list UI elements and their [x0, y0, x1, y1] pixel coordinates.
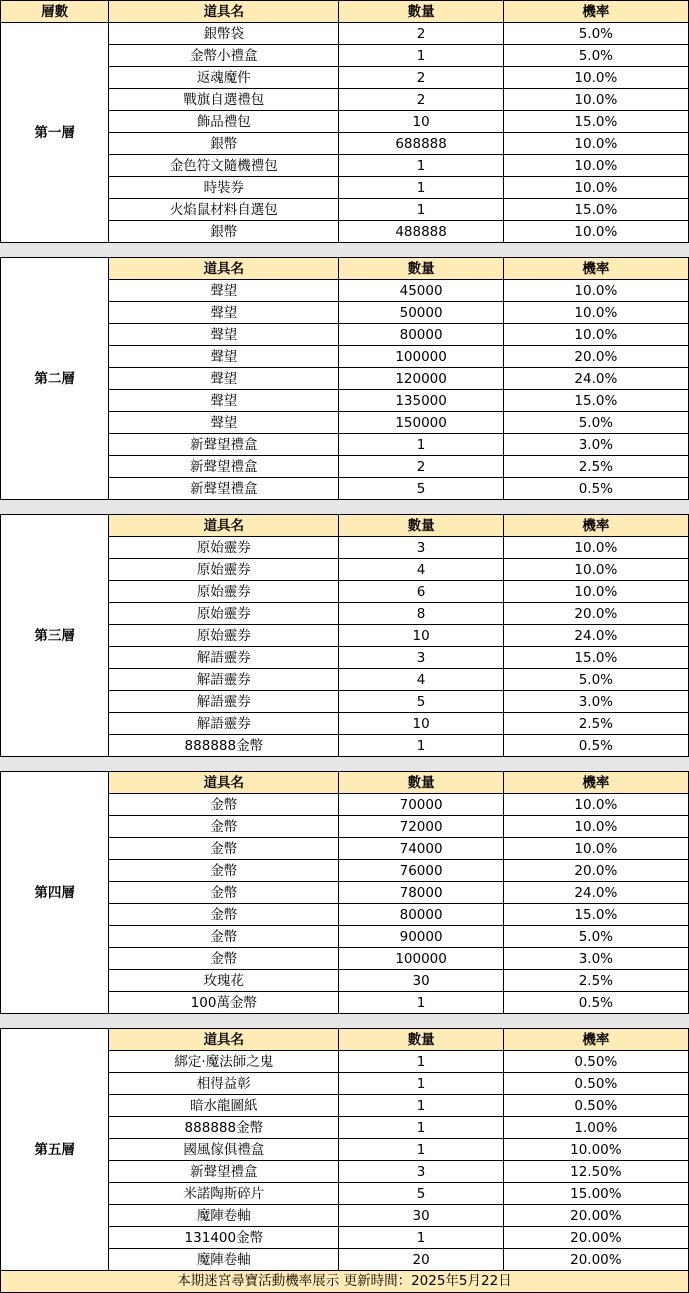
header-item: 道具名	[109, 515, 339, 537]
item-name: 銀幣	[109, 133, 339, 155]
item-qty: 150000	[339, 412, 503, 434]
item-rate: 10.0%	[503, 559, 688, 581]
item-qty: 1	[339, 735, 503, 757]
item-qty: 1	[339, 1095, 503, 1117]
item-name: 解語靈券	[109, 647, 339, 669]
item-name: 綁定·魔法師之鬼	[109, 1051, 339, 1073]
item-name: 聲望	[109, 412, 339, 434]
header-item: 道具名	[109, 1, 339, 23]
item-name: 金幣	[109, 838, 339, 860]
item-name: 原始靈券	[109, 581, 339, 603]
item-qty: 76000	[339, 860, 503, 882]
item-name: 飾品禮包	[109, 111, 339, 133]
item-rate: 0.50%	[503, 1051, 688, 1073]
section-table-5	[0, 1028, 689, 1271]
item-qty: 3	[339, 647, 503, 669]
header-qty: 數量	[339, 772, 503, 794]
header-rate: 機率	[503, 772, 688, 794]
item-name: 時裝券	[109, 177, 339, 199]
item-qty: 4	[339, 669, 503, 691]
section-table-1	[0, 0, 689, 243]
item-name: 解語靈券	[109, 669, 339, 691]
item-qty: 30	[339, 1205, 503, 1227]
item-qty: 5	[339, 691, 503, 713]
header-row	[1, 515, 689, 537]
item-name: 聲望	[109, 368, 339, 390]
item-rate: 15.0%	[503, 390, 688, 412]
item-qty: 1	[339, 1139, 503, 1161]
item-qty: 80000	[339, 324, 503, 346]
item-qty: 135000	[339, 390, 503, 412]
item-rate: 15.0%	[503, 111, 688, 133]
item-name: 相得益彰	[109, 1073, 339, 1095]
item-rate: 10.0%	[503, 155, 688, 177]
item-name: 金幣	[109, 926, 339, 948]
item-name: 原始靈券	[109, 625, 339, 647]
item-name: 888888金幣	[109, 735, 339, 757]
item-name: 原始靈券	[109, 559, 339, 581]
item-rate: 10.0%	[503, 838, 688, 860]
item-rate: 20.0%	[503, 603, 688, 625]
header-qty: 數量	[339, 1, 503, 23]
item-qty: 1	[339, 1073, 503, 1095]
layer-label: 第二層	[1, 258, 109, 500]
table-row	[1, 23, 689, 45]
header-row	[1, 258, 689, 280]
layer-label: 第三層	[1, 515, 109, 757]
item-rate: 24.0%	[503, 625, 688, 647]
item-qty: 10	[339, 713, 503, 735]
item-rate: 12.50%	[503, 1161, 688, 1183]
item-rate: 15.0%	[503, 904, 688, 926]
item-rate: 15.0%	[503, 199, 688, 221]
item-rate: 2.5%	[503, 970, 688, 992]
item-rate: 5.0%	[503, 45, 688, 67]
item-rate: 0.5%	[503, 992, 688, 1014]
item-name: 金幣	[109, 816, 339, 838]
item-qty: 78000	[339, 882, 503, 904]
item-qty: 80000	[339, 904, 503, 926]
layer-label: 第四層	[1, 772, 109, 1014]
item-rate: 20.0%	[503, 346, 688, 368]
layer-label: 第一層	[1, 23, 109, 243]
item-name: 暗水龍圖紙	[109, 1095, 339, 1117]
item-rate: 0.50%	[503, 1095, 688, 1117]
item-name: 金幣	[109, 948, 339, 970]
item-rate: 24.0%	[503, 368, 688, 390]
item-name: 新聲望禮盒	[109, 434, 339, 456]
item-name: 銀幣	[109, 221, 339, 243]
section-divider	[0, 243, 689, 257]
item-qty: 50000	[339, 302, 503, 324]
section-divider	[0, 1014, 689, 1028]
item-name: 金色符文隨機禮包	[109, 155, 339, 177]
item-rate: 10.0%	[503, 177, 688, 199]
item-qty: 3	[339, 537, 503, 559]
header-qty: 數量	[339, 258, 503, 280]
header-layer: 層數	[1, 1, 109, 23]
item-qty: 100000	[339, 346, 503, 368]
item-rate: 3.0%	[503, 691, 688, 713]
section-divider	[0, 757, 689, 771]
item-rate: 2.5%	[503, 456, 688, 478]
header-rate: 機率	[503, 515, 688, 537]
item-qty: 1	[339, 177, 503, 199]
item-name: 返魂魔件	[109, 67, 339, 89]
item-rate: 20.00%	[503, 1227, 688, 1249]
layer-label: 第五層	[1, 1029, 109, 1271]
item-rate: 10.0%	[503, 816, 688, 838]
item-rate: 3.0%	[503, 948, 688, 970]
item-qty: 20	[339, 1249, 503, 1271]
item-rate: 15.0%	[503, 647, 688, 669]
item-name: 銀幣袋	[109, 23, 339, 45]
item-rate: 20.0%	[503, 860, 688, 882]
item-name: 火焰鼠材料自選包	[109, 199, 339, 221]
header-item: 道具名	[109, 772, 339, 794]
item-rate: 5.0%	[503, 669, 688, 691]
item-name: 888888金幣	[109, 1117, 339, 1139]
item-rate: 10.0%	[503, 280, 688, 302]
item-qty: 488888	[339, 221, 503, 243]
item-name: 解語靈券	[109, 713, 339, 735]
item-qty: 1	[339, 992, 503, 1014]
item-name: 聲望	[109, 280, 339, 302]
item-qty: 5	[339, 478, 503, 500]
item-name: 原始靈券	[109, 603, 339, 625]
header-item: 道具名	[109, 258, 339, 280]
item-qty: 70000	[339, 794, 503, 816]
item-name: 新聲望禮盒	[109, 478, 339, 500]
item-qty: 2	[339, 23, 503, 45]
header-row	[1, 772, 689, 794]
item-rate: 10.0%	[503, 302, 688, 324]
item-rate: 10.0%	[503, 133, 688, 155]
item-qty: 1	[339, 434, 503, 456]
item-qty: 6	[339, 581, 503, 603]
item-rate: 10.0%	[503, 221, 688, 243]
header-row	[1, 1, 689, 23]
item-rate: 2.5%	[503, 713, 688, 735]
item-name: 聲望	[109, 324, 339, 346]
item-rate: 10.0%	[503, 581, 688, 603]
item-qty: 2	[339, 67, 503, 89]
item-qty: 10	[339, 111, 503, 133]
item-qty: 3	[339, 1161, 503, 1183]
item-qty: 5	[339, 1183, 503, 1205]
item-rate: 10.0%	[503, 324, 688, 346]
item-qty: 90000	[339, 926, 503, 948]
item-name: 玫瑰花	[109, 970, 339, 992]
item-qty: 1	[339, 1117, 503, 1139]
item-qty: 1	[339, 45, 503, 67]
item-qty: 120000	[339, 368, 503, 390]
item-qty: 72000	[339, 816, 503, 838]
item-rate: 10.0%	[503, 89, 688, 111]
header-qty: 數量	[339, 1029, 503, 1051]
item-rate: 20.00%	[503, 1205, 688, 1227]
section-divider	[0, 500, 689, 514]
item-name: 國風傢俱禮盒	[109, 1139, 339, 1161]
header-row	[1, 1029, 689, 1051]
item-rate: 5.0%	[503, 412, 688, 434]
item-name: 100萬金幣	[109, 992, 339, 1014]
item-name: 金幣	[109, 904, 339, 926]
item-qty: 1	[339, 155, 503, 177]
item-qty: 1	[339, 1227, 503, 1249]
item-qty: 45000	[339, 280, 503, 302]
header-rate: 機率	[503, 258, 688, 280]
item-name: 聲望	[109, 302, 339, 324]
item-rate: 1.00%	[503, 1117, 688, 1139]
item-rate: 0.5%	[503, 478, 688, 500]
item-qty: 30	[339, 970, 503, 992]
item-name: 金幣	[109, 882, 339, 904]
item-rate: 10.0%	[503, 537, 688, 559]
item-qty: 74000	[339, 838, 503, 860]
header-rate: 機率	[503, 1, 688, 23]
item-rate: 0.5%	[503, 735, 688, 757]
item-name: 魔陣卷軸	[109, 1205, 339, 1227]
item-qty: 10	[339, 625, 503, 647]
item-name: 解語靈券	[109, 691, 339, 713]
item-rate: 10.00%	[503, 1139, 688, 1161]
header-item: 道具名	[109, 1029, 339, 1051]
item-qty: 4	[339, 559, 503, 581]
item-qty: 688888	[339, 133, 503, 155]
item-qty: 100000	[339, 948, 503, 970]
item-rate: 10.0%	[503, 67, 688, 89]
item-rate: 15.00%	[503, 1183, 688, 1205]
item-name: 新聲望禮盒	[109, 456, 339, 478]
item-qty: 2	[339, 89, 503, 111]
item-name: 聲望	[109, 390, 339, 412]
item-rate: 5.0%	[503, 926, 688, 948]
item-name: 聲望	[109, 346, 339, 368]
item-name: 魔陣卷軸	[109, 1249, 339, 1271]
item-name: 原始靈券	[109, 537, 339, 559]
item-qty: 1	[339, 1051, 503, 1073]
item-rate: 20.00%	[503, 1249, 688, 1271]
item-rate: 24.0%	[503, 882, 688, 904]
item-name: 金幣	[109, 860, 339, 882]
item-rate: 0.50%	[503, 1073, 688, 1095]
section-table-4	[0, 771, 689, 1014]
item-name: 131400金幣	[109, 1227, 339, 1249]
item-name: 金幣小禮盒	[109, 45, 339, 67]
header-qty: 數量	[339, 515, 503, 537]
footer-note: 本期迷宮尋寶活動機率展示 更新時間：2025年5月22日	[0, 1270, 689, 1293]
item-name: 米諾陶斯碎片	[109, 1183, 339, 1205]
item-name: 戰旗自選禮包	[109, 89, 339, 111]
item-qty: 1	[339, 199, 503, 221]
section-table-2	[0, 257, 689, 500]
item-qty: 2	[339, 456, 503, 478]
item-rate: 5.0%	[503, 23, 688, 45]
section-table-3	[0, 514, 689, 757]
item-name: 新聲望禮盒	[109, 1161, 339, 1183]
item-rate: 10.0%	[503, 794, 688, 816]
item-qty: 8	[339, 603, 503, 625]
header-rate: 機率	[503, 1029, 688, 1051]
item-name: 金幣	[109, 794, 339, 816]
item-rate: 3.0%	[503, 434, 688, 456]
